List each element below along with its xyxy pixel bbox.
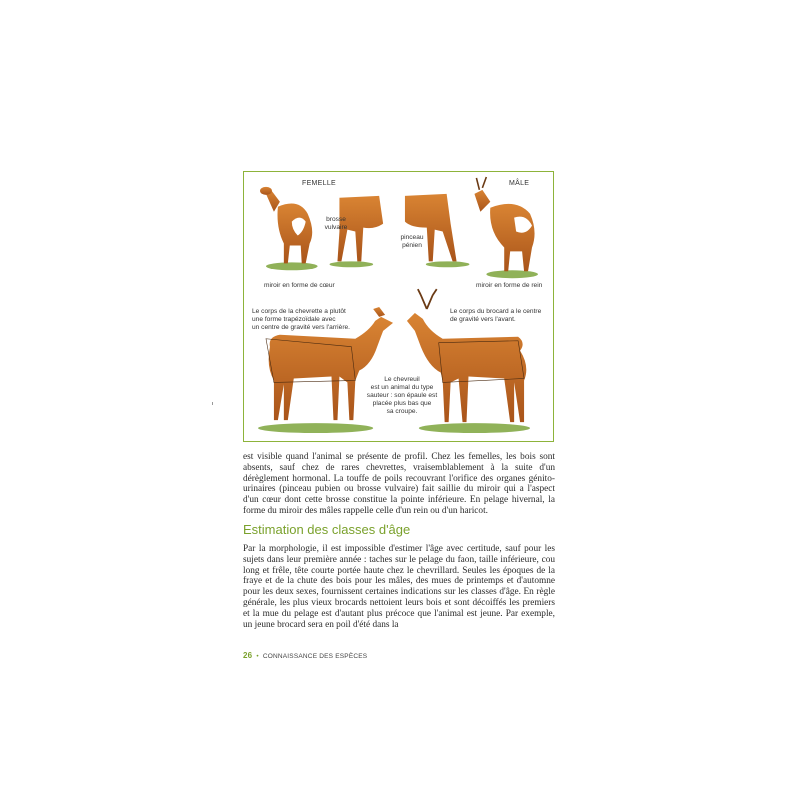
male-rear-view — [474, 177, 534, 271]
section-heading: Estimation des classes d'âge — [243, 522, 411, 537]
label-mirror-kidney: miroir en forme de rein — [476, 282, 543, 289]
female-rear-view — [260, 187, 312, 263]
label-pinceau-penien: pinceau pénien — [400, 234, 424, 249]
label-jumper: Le chevreuil est un animal du type sauteur : son épaule est placée plus bas que sa croupe. — [366, 376, 438, 415]
page-number: 26 — [243, 651, 253, 660]
male-hindquarters — [405, 194, 457, 261]
footer-section: CONNAISSANCE DES ESPÈCES — [262, 653, 368, 660]
label-female-body: Le corps de la chevrette a plutôt une forme trapézoïdale avec un centre de gravité vers l'arrière. — [252, 308, 351, 331]
footer-separator: • — [256, 653, 259, 660]
label-brosse-vulvaire: brosse vulvaire — [324, 216, 348, 231]
label-mirror-heart: miroir en forme de cœur — [264, 282, 335, 289]
label-female: FEMELLE — [302, 180, 336, 187]
page-footer — [243, 651, 367, 660]
margin-mark — [212, 402, 213, 405]
deer-illustration-figure — [243, 171, 554, 442]
paragraph-1: est visible quand l'animal se présente de profil. Chez les femelles, les bois sont absents, sauf chez de rares chevrettes, vraisemblablement à la suite d'un dérèglement hormonal. La touffe de poils recouvrant l'orifice des organes génito-urinaires (pinceau pubien ou brosse vulvaire) fait saillie du miroir qui a l'aspect d'un cœur dont cette brosse constitue la pointe inférieure. En pelage hivernal, la forme du miroir des mâles rappelle celle d'un rein ou d'un haricot. — [243, 452, 555, 516]
label-male: MÂLE — [509, 180, 530, 187]
label-male-body: Le corps du brocard a le centre de gravité vers l'avant. — [450, 308, 542, 323]
paragraph-2: Par la morphologie, il est impossible d'estimer l'âge avec certitude, sauf pour les sujets dans leur première année : taches sur le pelage du faon, taille inférieure, cou long et frêle, tête courte portée haute chez le chevrillard. Seules les époques de la fraye et de la chute des bois pour les mâles, des mues de printemps et d'automne pour les deux sexes, fournissent certaines indications sur les classes d'âge. En règle générale, les plus vieux brocards nettoient leurs bois et sont décoiffés les premiers et la mue du pelage est d'autant plus précoce que l'animal est jeune. Par exemple, un jeune brocard sera en poil d'été dans la — [243, 544, 555, 630]
